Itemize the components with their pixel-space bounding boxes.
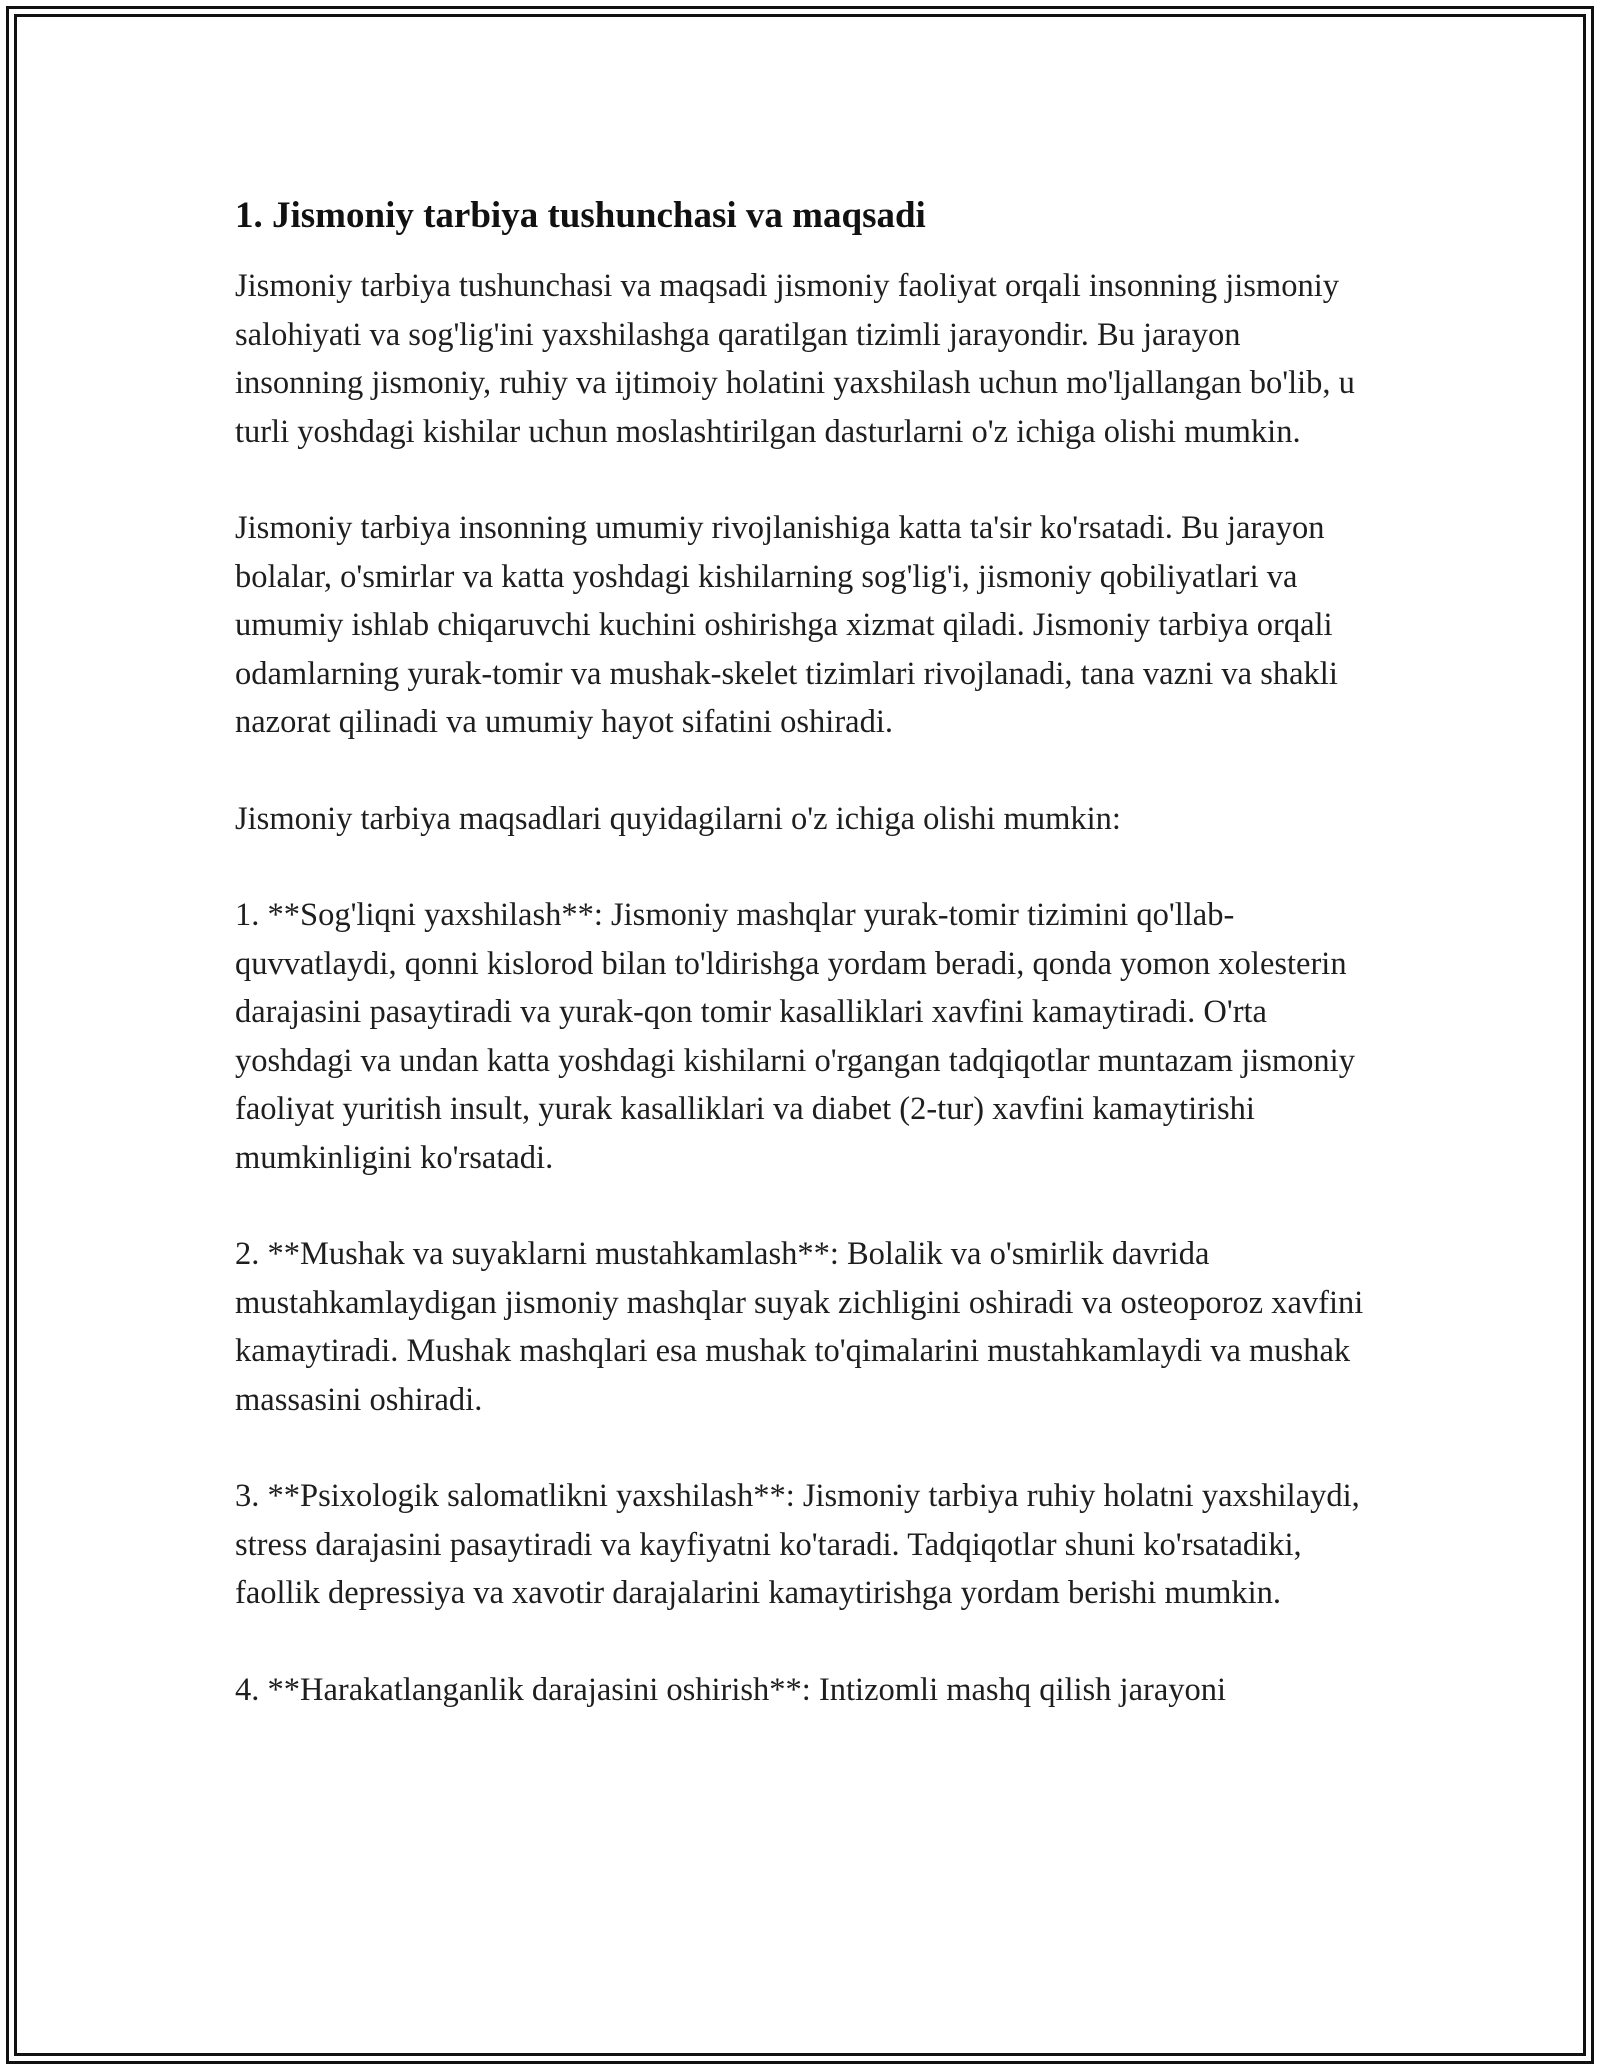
paragraph-definition: Jismoniy tarbiya tushunchasi va maqsadi jismoniy faoliyat orqali insonning jismoniy salohiyati va sog'lig'ini yaxshilashga qaratilgan tizimli jarayondir. Bu jarayon insonning jismoniy, ruhiy va ijtimoiy holatini yaxshilash uchun mo'ljallangan bo'lib, u turli yoshdagi kishilar uchun moslashtirilgan dasturlarni o'z ichiga olishi mumkin. xyxy=(235,268,1355,450)
list-item-psychology: 3. **Psixologik salomatlikni yaxshilash**: Jismoniy tarbiya ruhiy holatni yaxshilaydi, stress darajasini pasaytiradi va kayfiyatni ko'taradi. Tadqiqotlar shuni ko'rsatadiki, faollik depressiya va xavotir darajalarini kamaytirishga yordam berishi mumkin. xyxy=(235,1478,1360,1611)
paragraph-impact: Jismoniy tarbiya insonning umumiy rivojlanishiga katta ta'sir ko'rsatadi. Bu jarayon bolalar, o'smirlar va katta yoshdagi kishilarning sog'lig'i, jismoniy qobiliyatlari va umumiy ishlab chiqaruvchi kuchini oshirishga xizmat qiladi. Jismoniy tarbiya orqali odamlarning yurak-tomir va mushak-skelet tizimlari rivojlanadi, tana vazni va shakli nazorat qilinadi va umumiy hayot sifatini oshiradi. xyxy=(235,510,1338,740)
list-item-muscles-bones: 2. **Mushak va suyaklarni mustahkamlash**: Bolalik va o'smirlik davrida mustahkamlaydigan jismoniy mashqlar suyak zichligini oshiradi va osteoporoz xavfini kamaytiradi. Mushak mashqlari esa mushak to'qimalarini mustahkamlaydi va mushak massasini oshiradi. xyxy=(235,1236,1364,1418)
section-heading: 1. Jismoniy tarbiya tushunchasi va maqsadi xyxy=(235,195,926,236)
document-body xyxy=(235,188,1375,1714)
list-item-mobility: 4. **Harakatlanganlik darajasini oshirish**: Intizomli mashq qilish jarayoni xyxy=(235,1671,1227,1708)
list-item-health: 1. **Sog'liqni yaxshilash**: Jismoniy mashqlar yurak-tomir tizimini qo'llab-quvvatlaydi, qonni kislorod bilan to'ldirishga yordam beradi, qonda yomon xolesterin darajasini pasaytiradi va yurak-qon tomir kasalliklari xavfini kamaytiradi. O'rta yoshdagi va undan katta yoshdagi kishilarni o'rgangan tadqiqotlar muntazam jismoniy faoliyat yuritish insult, yurak kasalliklari va diabet (2-tur) xavfini kamaytirishi mumkinligini ko'rsatadi. xyxy=(235,897,1355,1176)
paragraph-goals-intro: Jismoniy tarbiya maqsadlari quyidagilarni o'z ichiga olishi mumkin: xyxy=(235,800,1121,837)
